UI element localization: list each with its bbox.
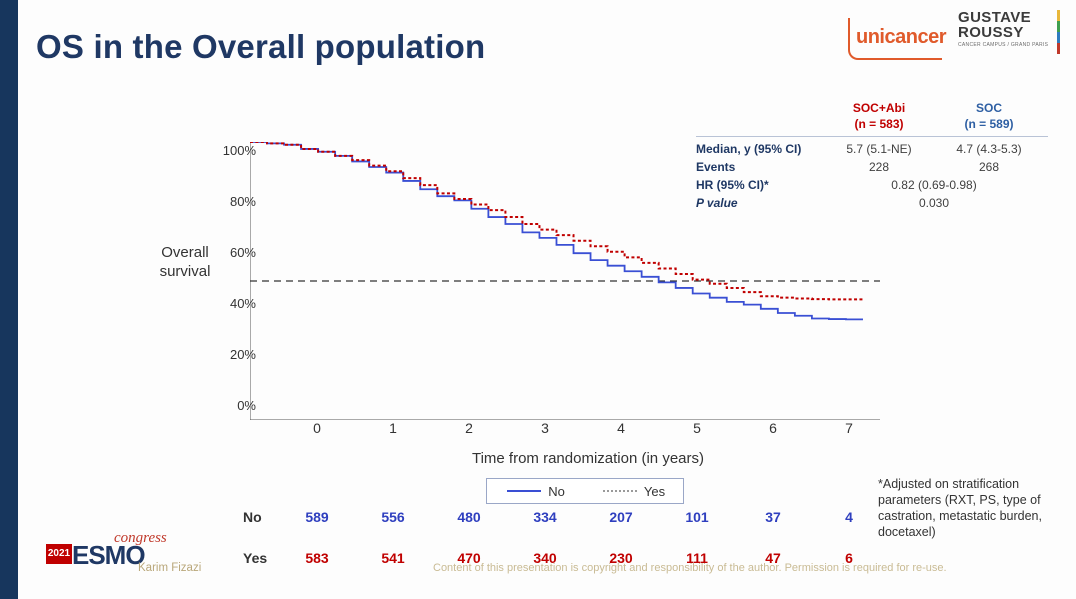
risk-no-0: 589 [305,509,329,525]
legend-item-no [487,484,585,499]
statistics-col1-header [824,100,934,132]
risk-no-7: 4 [845,509,853,525]
statistics-header-row [696,100,1048,132]
statistics-row-hr-value: 0.82 (0.69-0.98) [891,178,977,192]
statistics-divider [696,136,1048,137]
risk-no-2: 480 [457,509,481,525]
statistics-row-events-value2: 268 [978,160,1000,174]
statistics-row-median-value2: 4.7 (4.3-5.3) [956,142,1022,156]
slide-canvas [18,0,1076,599]
gustave-roussy-stripes-icon [1057,10,1065,56]
risk-row-yes-label: Yes [243,550,268,566]
x-tick-3: 3 [541,420,549,436]
statistics-row-median-value1: 5.7 (5.1-NE) [846,142,912,156]
esmo-congress-word: congress [114,530,167,546]
statistics-col2-name: SOC [975,101,1002,115]
legend-item-yes [585,484,683,499]
gustave-roussy-subtitle: CANCER CAMPUS / GRAND PARIS [958,42,1049,48]
x-tick-2: 2 [465,420,473,436]
statistics-col2-header [934,100,1044,132]
risk-yes-0: 583 [305,550,329,566]
kaplan-meier-plot [250,142,880,420]
gustave-roussy-logo [958,10,1063,62]
slide-left-accent-bar [0,0,18,599]
page-title: OS in the Overall population [36,28,486,65]
gustave-roussy-line2: ROUSSY [958,24,1024,41]
statistics-row-events-value1: 228 [868,160,890,174]
statistics-col1-name: SOC+Abi [852,101,906,115]
esmo-wordmark: ESMO [72,540,145,570]
risk-yes-3: 340 [533,550,557,566]
risk-yes-1: 541 [381,550,405,566]
statistics-row-hr-label: HR (95% CI)* [696,178,769,192]
statistics-col1-n: (n = 583) [854,117,904,131]
legend-label-yes: Yes [643,483,666,499]
stratification-footnote: *Adjusted on stratification parameters (RXT, PS, type of castration, metastatic burden, docetaxel) [878,477,1042,539]
statistics-row-pvalue-value: 0.030 [918,196,950,210]
esmo-year: 2021 [46,544,72,564]
risk-yes-6: 47 [765,550,781,566]
risk-yes-5: 111 [686,550,708,566]
y-axis-label: Overall survival [159,244,211,280]
x-axis-label: Time from randomization (in years) [471,450,704,467]
x-tick-6: 6 [769,420,777,436]
y-tick-20: 20% [229,347,256,362]
statistics-row-median-label: Median, y (95% CI) [696,142,802,156]
risk-row-no-label: No [243,509,262,525]
x-tick-1: 1 [389,420,397,436]
risk-no-4: 207 [609,509,633,525]
statistics-row-events-label: Events [696,160,736,174]
y-tick-80: 80% [229,194,256,209]
unicancer-logo [848,14,946,62]
statistics-col2-n: (n = 589) [964,117,1014,131]
x-tick-7: 7 [845,420,853,436]
risk-no-6: 37 [765,509,781,525]
legend-line-yes-icon [603,490,637,492]
x-tick-0: 0 [313,420,321,436]
presenter-name: Karim Fizazi [138,562,202,574]
legend-label-no: No [548,483,565,499]
copyright-notice: Content of this presentation is copyright and responsibility of the author. Permission is required for re-use. [433,562,947,574]
risk-yes-2: 470 [457,550,481,566]
chart-legend [486,478,684,504]
risk-yes-7: 6 [845,550,853,566]
risk-no-3: 334 [533,509,557,525]
risk-yes-4: 230 [609,550,633,566]
risk-no-5: 101 [685,509,709,525]
gustave-roussy-line1: GUSTAVE [958,9,1032,26]
y-tick-60: 60% [229,245,256,260]
risk-no-1: 556 [381,509,405,525]
y-tick-0: 0% [237,398,256,413]
unicancer-logo-label: unicancer [856,26,946,48]
legend-line-no-icon [507,490,541,492]
x-tick-4: 4 [617,420,625,436]
y-tick-40: 40% [229,296,256,311]
y-tick-100: 100% [222,143,256,158]
x-tick-5: 5 [693,420,701,436]
statistics-row-pvalue-label: P value [696,196,738,210]
